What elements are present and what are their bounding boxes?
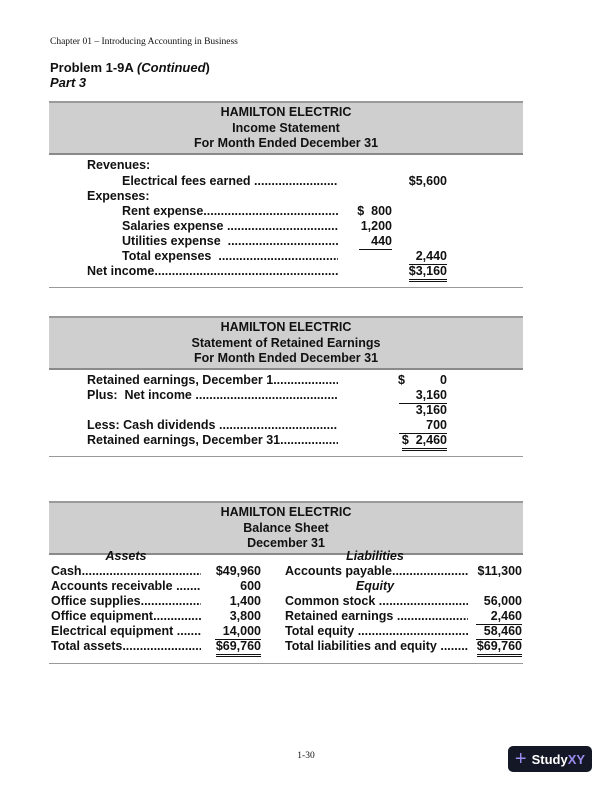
accounts-payable-label: Accounts payable	[285, 564, 392, 578]
asset-value: 14,000	[215, 624, 261, 640]
asset-label: Cash	[51, 564, 82, 578]
common-stock-value: 56,000	[483, 594, 522, 608]
asset-label: Electrical equipment	[51, 624, 174, 638]
divider	[49, 663, 523, 664]
utilities-row	[0, 234, 612, 249]
balance-sheet-header	[49, 501, 523, 555]
equity-heading: Equity	[355, 579, 395, 593]
statement-period: December 31	[247, 536, 325, 550]
ending-re-label: Retained earnings, December 31	[87, 433, 281, 447]
expenses-label: Expenses:	[87, 189, 150, 203]
asset-value: 3,800	[229, 609, 261, 623]
common-stock-row	[0, 594, 612, 609]
paren: )	[205, 60, 210, 75]
problem-title	[50, 60, 210, 90]
retained-earnings-value: 2,460	[476, 609, 522, 625]
net-income-row	[0, 264, 612, 279]
statement-title: Balance Sheet	[243, 520, 329, 535]
utilities-label: Utilities expense	[122, 234, 221, 248]
ending-re-row	[0, 433, 612, 448]
accounts-payable-value: $11,300	[477, 564, 522, 578]
asset-value: 1,400	[229, 594, 261, 608]
dollar-sign: $	[398, 373, 405, 387]
dividends-value: 700	[399, 418, 447, 434]
divider	[49, 456, 523, 457]
asset-label: Total assets	[51, 639, 123, 653]
ending-re-value: $ 2,460	[402, 433, 447, 451]
statement-period: For Month Ended December 31	[193, 351, 379, 365]
plus-net-income-value: 3,160	[399, 388, 447, 404]
salaries-value: 1,200	[360, 219, 392, 233]
rent-value: $ 800	[357, 204, 392, 218]
statement-title: Income Statement	[232, 120, 340, 135]
dividends-row	[0, 418, 612, 433]
asset-label: Office equipment	[51, 609, 154, 623]
rent-row	[0, 204, 612, 219]
fees-value: $5,600	[408, 174, 447, 188]
brand-text: Study	[531, 751, 568, 767]
retained-earnings-header	[49, 316, 523, 370]
salaries-label: Salaries expense	[122, 219, 224, 233]
net-income-label: Net income	[87, 264, 155, 278]
company-name: HAMILTON ELECTRIC	[220, 105, 352, 119]
plus-net-income-label: Plus: Net income	[87, 388, 192, 402]
divider	[49, 287, 523, 288]
subtotal-value: 3,160	[415, 403, 447, 417]
company-name: HAMILTON ELECTRIC	[220, 505, 352, 519]
total-equity-row	[0, 624, 612, 639]
beginning-re-row	[0, 373, 612, 388]
continued-label: (Continued	[136, 60, 206, 75]
retained-earnings-label: Retained earnings	[285, 609, 394, 623]
liabilities-heading: Liabilities	[346, 549, 404, 563]
plus-icon: +	[514, 748, 527, 770]
revenues-label: Revenues:	[87, 158, 151, 172]
utilities-value: 440	[359, 234, 392, 250]
total-liabilities-equity-value: $69,760	[477, 639, 522, 657]
rent-label: Rent expense	[122, 204, 204, 218]
page-number: 1-30	[297, 751, 315, 761]
fees-label: Electrical fees earned	[122, 174, 251, 188]
net-income-row	[0, 388, 612, 403]
asset-value: 600	[240, 579, 261, 593]
subtotal-row	[0, 403, 612, 418]
beginning-re-value: 0	[440, 373, 447, 387]
asset-value: $49,960	[215, 564, 261, 578]
dividends-label: Less: Cash dividends	[87, 418, 216, 432]
beginning-re-label: Retained earnings, December 1	[87, 373, 274, 387]
company-name: HAMILTON ELECTRIC	[220, 320, 352, 334]
asset-value: $69,760	[216, 639, 261, 657]
total-liabilities-equity-label: Total liabilities and equity	[285, 639, 437, 653]
asset-label: Accounts receivable	[51, 579, 173, 593]
fees-row	[0, 174, 612, 189]
retained-earnings-row	[0, 609, 612, 624]
total-liabilities-equity-row	[0, 639, 612, 654]
common-stock-label: Common stock	[285, 594, 376, 608]
statement-title: Statement of Retained Earnings	[191, 335, 381, 350]
assets-heading: Assets	[105, 549, 147, 563]
income-statement-header	[49, 101, 523, 155]
total-equity-label: Total equity	[285, 624, 355, 638]
total-expenses-label: Total expenses	[122, 249, 212, 263]
badge-brand	[532, 752, 585, 767]
total-equity-value: 58,460	[476, 624, 522, 640]
accounts-payable-row	[0, 564, 612, 579]
total-expenses-row	[0, 249, 612, 264]
problem-number: Problem 1-9A	[50, 60, 137, 75]
studyxy-badge[interactable]	[508, 746, 592, 772]
brand-accent: XY	[567, 751, 586, 767]
statement-period: For Month Ended December 31	[193, 136, 379, 150]
net-income-value: $3,160	[409, 264, 447, 282]
part-label: Part 3	[50, 75, 87, 90]
asset-label: Office supplies	[51, 594, 141, 608]
salaries-row	[0, 219, 612, 234]
total-expenses-value: 2,440	[409, 249, 447, 265]
chapter-header: Chapter 01 – Introducing Accounting in Business	[50, 37, 238, 47]
